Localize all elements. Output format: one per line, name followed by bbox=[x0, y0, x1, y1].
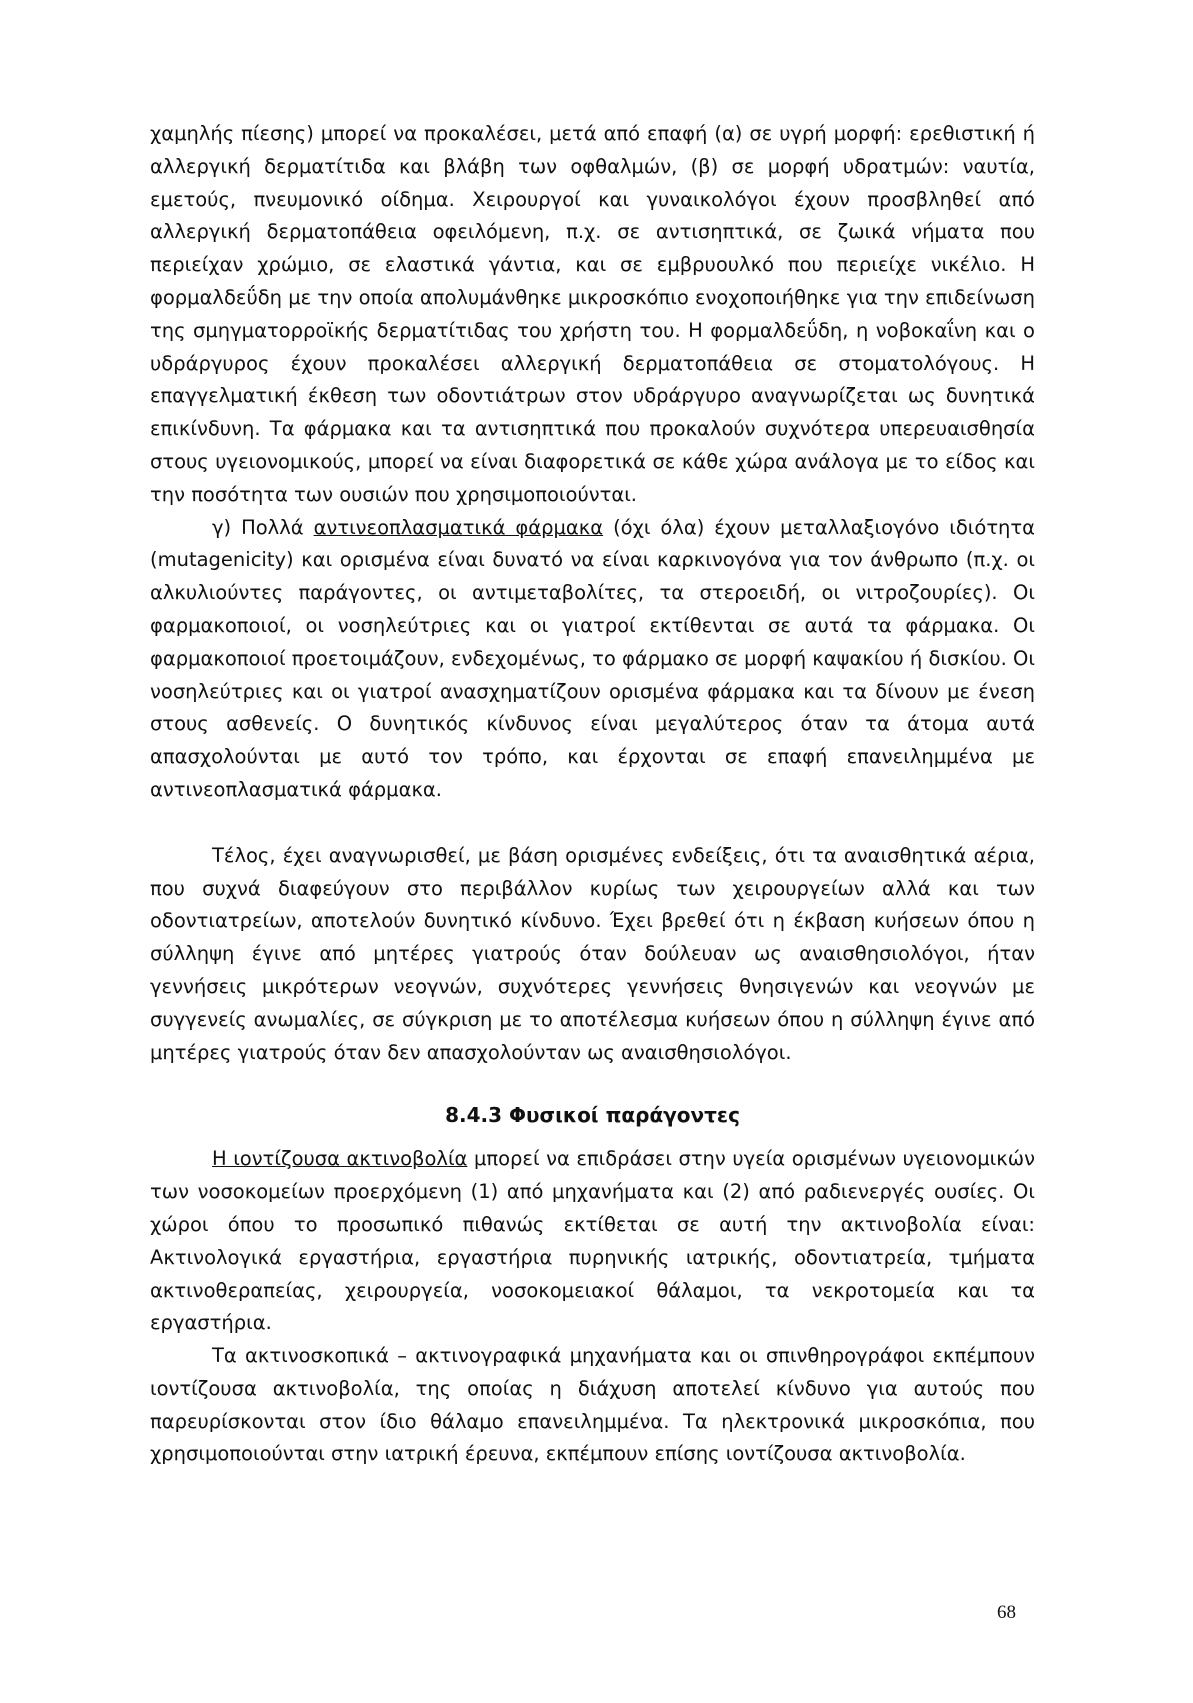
paragraph-ionizing-radiation-body: μπορεί να επιδράσει στην υγεία ορισμένων υγειονομικών των νοσοκομείων προερχόμενη (1) από μηχανήματα και (2) από ραδιενεργές ουσίες. Οι χώροι όπου το προσωπικό πιθανώς εκτίθεται σε αυτή την ακτινοβολία είναι: Ακτινολογικά εργαστήρια, εργαστήρια πυρηνικής ιατρικής, οδοντιατρεία, τμήματα ακτινοθεραπείας, χειρουργεία, νοσοκομειακοί θάλαμοι, τα νεκροτομεία και τα εργαστήρια. bbox=[150, 1147, 1035, 1335]
paragraph-antineoplastic-drugs bbox=[150, 512, 1035, 807]
document-page bbox=[150, 118, 1035, 1471]
paragraph-allergy-risks: χαμηλής πίεσης) μπορεί να προκαλέσει, μετά από επαφή (α) σε υγρή μορφή: ερεθιστική ή αλλεργική δερματίτιδα και βλάβη των οφθαλμών, (β) σε μορφή υδρατμών: ναυτία, εμετούς, πνευμονικό οίδημα. Χειρουργοί και γυναικολόγοι έχουν προσβληθεί από αλλεργική δερματοπάθεια οφειλόμενη, π.χ. σε αντισηπτικά, σε ζωικά νήματα που περιείχαν χρώμιο, σε ελαστικά γάντια, και σε εμβρυουλκό που περιείχε νικέλιο. Η φορμαλδεΰδη με την οποία απολυμάνθηκε μικροσκόπιο ενοχοποιήθηκε για την επιδείνωση της σμηγματορροϊκής δερματίτιδας του χρήστη του. Η φορμαλδεΰδη, η νοβοκαΐνη και ο υδράργυρος έχουν προκαλέσει αλλεργική δερματοπάθεια σε στοματολόγους. Η επαγγελματική έκθεση των οδοντιάτρων στον υδράργυρο αναγνωρίζεται ως δυνητικά επικίνδυνη. Τα φάρμακα και τα αντισηπτικά που προκαλούν συχνότερα υπερευαισθησία στους υγειονομικούς, μπορεί να είναι διαφορετικά σε κάθε χώρα ανάλογα με το είδος και την ποσότητα των ουσιών που χρησιμοποιούνται. bbox=[150, 122, 1035, 506]
section-heading: 8.4.3 Φυσικοί παράγοντες bbox=[445, 1103, 740, 1128]
page-number: 68 bbox=[997, 1602, 1016, 1623]
paragraph-radiography-equipment: Τα ακτινοσκοπικά – ακτινογραφικά μηχανήματα και οι σπινθηρογράφοι εκπέμπουν ιοντίζουσα ακτινοβολία, της οποίας η διάχυση αποτελεί κίνδυνο για αυτούς που παρευρίσκονται στον ίδιο θάλαμο επανειλημμένα. Τα ηλεκτρονικά μικροσκόπια, που χρησιμοποιούνται στην ιατρική έρευνα, εκπέμπουν επίσης ιοντίζουσα ακτινοβολία. bbox=[150, 1344, 1035, 1466]
underlined-term-ionizing-radiation: Η ιοντίζουσα ακτινοβολία bbox=[212, 1147, 468, 1171]
paragraph-ionizing-radiation bbox=[150, 1143, 1035, 1340]
paragraph-anesthetic-gases: Τέλος, έχει αναγνωρισθεί, με βάση ορισμένες ενδείξεις, ότι τα αναισθητικά αέρια, που συχνά διαφεύγουν στο περιβάλλον κυρίως των χειρουργείων αλλά και των οδοντιατρείων, αποτελούν δυνητικό κίνδυνο. Έχει βρεθεί ότι η έκβαση κυήσεων όπου η σύλληψη έγινε από μητέρες γιατρούς όταν δούλευαν ως αναισθησιολόγοι, ήταν γεννήσεις μικρότερων νεογνών, συχνότερες γεννήσεις θνησιγενών και νεογνών με συγγενείς ανωμαλίες, σε σύγκριση με το αποτέλεσμα κυήσεων όπου η σύλληψη έγινε από μητέρες γιατρούς όταν δεν απασχολούνταν ως αναισθησιολόγοι. bbox=[150, 843, 1035, 1064]
underlined-term-antineoplastic: αντινεοπλασματικά φάρμακα bbox=[313, 515, 604, 539]
paragraph-antineoplastic-body: (όχι όλα) έχουν μεταλλαξιογόνο ιδιότητα (mutagenicity) και ορισμένα είναι δυνατό να είναι καρκινογόνα για τον άνθρωπο (π.χ. οι αλκυλιούντες παράγοντες, οι αντιμεταβολίτες, τα στεροειδή, οι νιτροζουρίες). Οι φαρμακοποιοί, οι νοσηλεύτριες και οι γιατροί εκτίθενται σε αυτά τα φάρμακα. Οι φαρμακοποιοί προετοιμάζουν, ενδεχομένως, το φάρμακο σε μορφή καψακίου ή δισκίου. Οι νοσηλεύτριες και οι γιατροί ανασχηματίζουν ορισμένα φάρμακα και τα δίνουν με ένεση στους ασθενείς. Ο δυνητικός κίνδυνος είναι μεγαλύτερος όταν τα άτομα αυτά απασχολούνται με αυτό τον τρόπο, και έρχονται σε επαφή επανειλημμένα με αντινεοπλασματικά φάρμακα. bbox=[150, 515, 1036, 801]
list-marker-text: γ) Πολλά bbox=[212, 515, 314, 539]
